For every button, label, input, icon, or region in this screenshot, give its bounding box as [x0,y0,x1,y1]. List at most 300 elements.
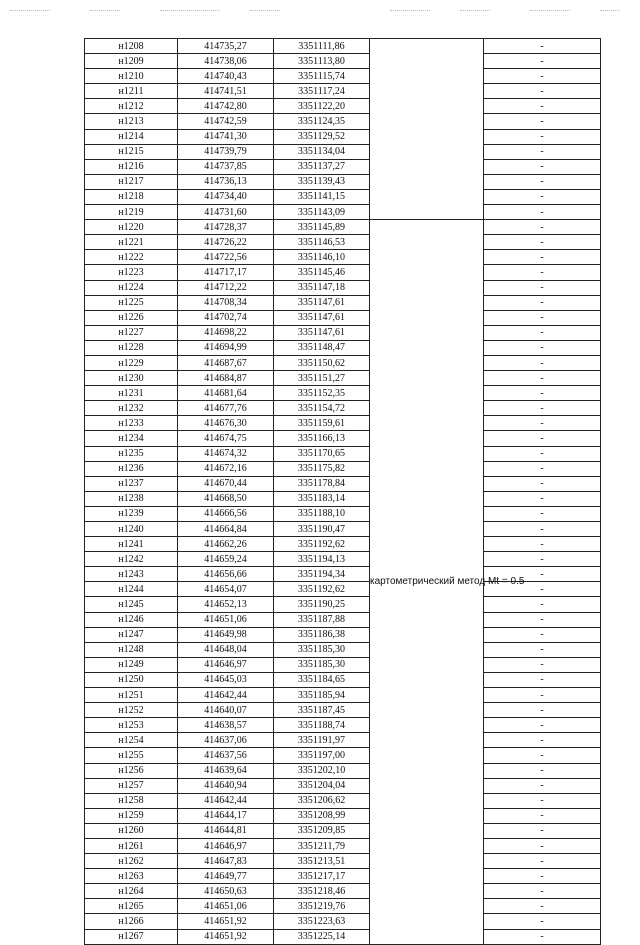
table-row [85,854,601,869]
x-coordinate-cell: 414642,44 [178,793,274,808]
y-coordinate-cell: 3351192,62 [274,537,370,552]
point-name-cell: н1224 [85,280,178,295]
table-row [85,642,601,657]
point-name-cell: н1226 [85,310,178,325]
y-coordinate-cell: 3351139,43 [274,174,370,189]
x-coordinate-cell: 414650,63 [178,884,274,899]
error-cell: - [484,189,601,204]
x-coordinate-cell: 414741,30 [178,129,274,144]
point-name-cell: н1227 [85,325,178,340]
x-coordinate-cell: 414654,07 [178,582,274,597]
error-cell: - [484,748,601,763]
table-row [85,838,601,853]
x-coordinate-cell: 414651,92 [178,929,274,944]
x-coordinate-cell: 414651,06 [178,899,274,914]
table-row [85,401,601,416]
header-scan-marks [0,10,640,14]
error-cell: - [484,416,601,431]
point-name-cell: н1262 [85,854,178,869]
error-cell: - [484,54,601,69]
table-row [85,672,601,687]
table-row [85,280,601,295]
point-name-cell: н1212 [85,99,178,114]
x-coordinate-cell: 414647,83 [178,854,274,869]
table-row [85,476,601,491]
error-cell: - [484,461,601,476]
point-name-cell: н1252 [85,703,178,718]
point-name-cell: н1255 [85,748,178,763]
point-name-cell: н1267 [85,929,178,944]
table-row [85,250,601,265]
error-cell: - [484,823,601,838]
error-cell: - [484,718,601,733]
x-coordinate-cell: 414674,75 [178,431,274,446]
error-cell: - [484,657,601,672]
x-coordinate-cell: 414652,13 [178,597,274,612]
y-coordinate-cell: 3351190,47 [274,522,370,537]
point-name-cell: н1236 [85,461,178,476]
point-name-cell: н1239 [85,506,178,521]
y-coordinate-cell: 3351146,10 [274,250,370,265]
x-coordinate-cell: 414637,56 [178,748,274,763]
x-coordinate-cell: 414694,99 [178,340,274,355]
point-name-cell: н1217 [85,174,178,189]
error-cell: - [484,220,601,235]
point-name-cell: н1209 [85,54,178,69]
x-coordinate-cell: 414648,04 [178,642,274,657]
error-cell: - [484,763,601,778]
error-cell: - [484,114,601,129]
point-name-cell: н1225 [85,295,178,310]
error-cell: - [484,295,601,310]
error-cell: - [484,491,601,506]
y-coordinate-cell: 3351152,35 [274,386,370,401]
y-coordinate-cell: 3351145,46 [274,265,370,280]
table-row [85,793,601,808]
table-row [85,461,601,476]
table-row [85,869,601,884]
error-cell: - [484,446,601,461]
error-cell: - [484,265,601,280]
error-cell: - [484,144,601,159]
x-coordinate-cell: 414644,17 [178,808,274,823]
table-row [85,325,601,340]
y-coordinate-cell: 3351141,15 [274,189,370,204]
error-cell: - [484,597,601,612]
y-coordinate-cell: 3351113,80 [274,54,370,69]
point-name-cell: н1257 [85,778,178,793]
x-coordinate-cell: 414646,97 [178,657,274,672]
y-coordinate-cell: 3351206,62 [274,793,370,808]
y-coordinate-cell: 3351184,65 [274,672,370,687]
point-name-cell: н1243 [85,567,178,582]
error-cell: - [484,582,601,597]
error-cell: - [484,129,601,144]
error-cell: - [484,355,601,370]
table-row [85,627,601,642]
y-coordinate-cell: 3351219,76 [274,899,370,914]
y-coordinate-cell: 3351154,72 [274,401,370,416]
x-coordinate-cell: 414734,40 [178,189,274,204]
x-coordinate-cell: 414740,43 [178,69,274,84]
x-coordinate-cell: 414735,27 [178,39,274,54]
x-coordinate-cell: 414651,92 [178,914,274,929]
y-coordinate-cell: 3351187,88 [274,612,370,627]
point-name-cell: н1264 [85,884,178,899]
error-cell: - [484,84,601,99]
y-coordinate-cell: 3351183,14 [274,491,370,506]
table-row [85,929,601,944]
table-row [85,778,601,793]
y-coordinate-cell: 3351175,82 [274,461,370,476]
table-row [85,491,601,506]
point-name-cell: н1211 [85,84,178,99]
method-cell: картометрический метод Mt = 0.5 [370,220,484,945]
error-cell: - [484,325,601,340]
table-row [85,129,601,144]
point-name-cell: н1233 [85,416,178,431]
table-row [85,763,601,778]
coordinates-table [84,38,601,945]
point-name-cell: н1223 [85,265,178,280]
point-name-cell: н1263 [85,869,178,884]
point-name-cell: н1241 [85,537,178,552]
error-cell: - [484,522,601,537]
table-row [85,99,601,114]
x-coordinate-cell: 414702,74 [178,310,274,325]
point-name-cell: н1214 [85,129,178,144]
point-name-cell: н1246 [85,612,178,627]
point-name-cell: н1229 [85,355,178,370]
y-coordinate-cell: 3351209,85 [274,823,370,838]
point-name-cell: н1259 [85,808,178,823]
error-cell: - [484,174,601,189]
error-cell: - [484,476,601,491]
table-row [85,174,601,189]
table-row [85,54,601,69]
point-name-cell: н1215 [85,144,178,159]
point-name-cell: н1235 [85,446,178,461]
y-coordinate-cell: 3351129,52 [274,129,370,144]
y-coordinate-cell: 3351122,20 [274,99,370,114]
error-cell: - [484,310,601,325]
error-cell: - [484,899,601,914]
point-name-cell: н1231 [85,386,178,401]
y-coordinate-cell: 3351143,09 [274,205,370,220]
table-row [85,114,601,129]
error-cell: - [484,537,601,552]
y-coordinate-cell: 3351147,61 [274,325,370,340]
point-name-cell: н1210 [85,69,178,84]
point-name-cell: н1208 [85,39,178,54]
y-coordinate-cell: 3351213,51 [274,854,370,869]
point-name-cell: н1253 [85,718,178,733]
error-cell: - [484,929,601,944]
y-coordinate-cell: 3351188,74 [274,718,370,733]
x-coordinate-cell: 414681,64 [178,386,274,401]
table-row [85,340,601,355]
table-row [85,446,601,461]
table-row [85,205,601,220]
error-cell: - [484,703,601,718]
error-cell: - [484,793,601,808]
point-name-cell: н1242 [85,552,178,567]
y-coordinate-cell: 3351190,25 [274,597,370,612]
x-coordinate-cell: 414664,84 [178,522,274,537]
table-row [85,416,601,431]
x-coordinate-cell: 414736,13 [178,174,274,189]
table-row [85,39,601,54]
y-coordinate-cell: 3351178,84 [274,476,370,491]
error-cell: - [484,431,601,446]
point-name-cell: н1234 [85,431,178,446]
y-coordinate-cell: 3351147,61 [274,310,370,325]
method-cell [370,39,484,220]
y-coordinate-cell: 3351202,10 [274,763,370,778]
point-name-cell: н1248 [85,642,178,657]
table-row [85,386,601,401]
table-row [85,84,601,99]
y-coordinate-cell: 3351185,30 [274,657,370,672]
y-coordinate-cell: 3351187,45 [274,703,370,718]
x-coordinate-cell: 414726,22 [178,235,274,250]
table-row [85,159,601,174]
error-cell: - [484,838,601,853]
point-name-cell: н1240 [85,522,178,537]
error-cell: - [484,778,601,793]
table-row [85,431,601,446]
x-coordinate-cell: 414651,06 [178,612,274,627]
error-cell: - [484,672,601,687]
point-name-cell: н1245 [85,597,178,612]
error-cell: - [484,552,601,567]
x-coordinate-cell: 414742,59 [178,114,274,129]
y-coordinate-cell: 3351115,74 [274,69,370,84]
x-coordinate-cell: 414722,56 [178,250,274,265]
x-coordinate-cell: 414646,97 [178,838,274,853]
x-coordinate-cell: 414742,80 [178,99,274,114]
x-coordinate-cell: 414684,87 [178,371,274,386]
y-coordinate-cell: 3351211,79 [274,838,370,853]
y-coordinate-cell: 3351197,00 [274,748,370,763]
error-cell: - [484,688,601,703]
x-coordinate-cell: 414644,81 [178,823,274,838]
point-name-cell: н1238 [85,491,178,506]
point-name-cell: н1256 [85,763,178,778]
table-row [85,597,601,612]
x-coordinate-cell: 414666,56 [178,506,274,521]
y-coordinate-cell: 3351146,53 [274,235,370,250]
error-cell: - [484,869,601,884]
table-row [85,914,601,929]
y-coordinate-cell: 3351223,63 [274,914,370,929]
point-name-cell: н1222 [85,250,178,265]
table-row [85,371,601,386]
point-name-cell: н1250 [85,672,178,687]
y-coordinate-cell: 3351124,35 [274,114,370,129]
error-cell: - [484,159,601,174]
x-coordinate-cell: 414645,03 [178,672,274,687]
point-name-cell: н1219 [85,205,178,220]
error-cell: - [484,235,601,250]
point-name-cell: н1218 [85,189,178,204]
y-coordinate-cell: 3351159,61 [274,416,370,431]
table-row [85,355,601,370]
y-coordinate-cell: 3351185,30 [274,642,370,657]
y-coordinate-cell: 3351147,61 [274,295,370,310]
point-name-cell: н1249 [85,657,178,672]
table-row [85,522,601,537]
error-cell: - [484,386,601,401]
y-coordinate-cell: 3351186,38 [274,627,370,642]
x-coordinate-cell: 414728,37 [178,220,274,235]
x-coordinate-cell: 414662,26 [178,537,274,552]
error-cell: - [484,884,601,899]
table-row [85,884,601,899]
y-coordinate-cell: 3351225,14 [274,929,370,944]
table-row [85,537,601,552]
x-coordinate-cell: 414642,44 [178,688,274,703]
point-name-cell: н1258 [85,793,178,808]
x-coordinate-cell: 414638,57 [178,718,274,733]
table-row [85,220,601,235]
point-name-cell: н1244 [85,582,178,597]
y-coordinate-cell: 3351151,27 [274,371,370,386]
error-cell: - [484,642,601,657]
y-coordinate-cell: 3351217,17 [274,869,370,884]
y-coordinate-cell: 3351194,34 [274,567,370,582]
x-coordinate-cell: 414677,76 [178,401,274,416]
x-coordinate-cell: 414674,32 [178,446,274,461]
x-coordinate-cell: 414737,85 [178,159,274,174]
y-coordinate-cell: 3351191,97 [274,733,370,748]
x-coordinate-cell: 414640,94 [178,778,274,793]
error-cell: - [484,612,601,627]
point-name-cell: н1213 [85,114,178,129]
table-row [85,733,601,748]
table-row [85,823,601,838]
error-cell: - [484,69,601,84]
table-row [85,552,601,567]
x-coordinate-cell: 414670,44 [178,476,274,491]
y-coordinate-cell: 3351208,99 [274,808,370,823]
x-coordinate-cell: 414717,17 [178,265,274,280]
point-name-cell: н1221 [85,235,178,250]
x-coordinate-cell: 414649,98 [178,627,274,642]
table-row [85,808,601,823]
y-coordinate-cell: 3351204,04 [274,778,370,793]
point-name-cell: н1266 [85,914,178,929]
point-name-cell: н1251 [85,688,178,703]
x-coordinate-cell: 414649,77 [178,869,274,884]
error-cell: - [484,39,601,54]
error-cell: - [484,205,601,220]
y-coordinate-cell: 3351185,94 [274,688,370,703]
x-coordinate-cell: 414656,66 [178,567,274,582]
x-coordinate-cell: 414698,22 [178,325,274,340]
error-cell: - [484,567,601,582]
x-coordinate-cell: 414708,34 [178,295,274,310]
x-coordinate-cell: 414739,79 [178,144,274,159]
x-coordinate-cell: 414659,24 [178,552,274,567]
error-cell: - [484,250,601,265]
x-coordinate-cell: 414687,67 [178,355,274,370]
x-coordinate-cell: 414738,06 [178,54,274,69]
table-row [85,235,601,250]
point-name-cell: н1230 [85,371,178,386]
table-row [85,899,601,914]
error-cell: - [484,808,601,823]
error-cell: - [484,854,601,869]
y-coordinate-cell: 3351192,62 [274,582,370,597]
x-coordinate-cell: 414640,07 [178,703,274,718]
y-coordinate-cell: 3351148,47 [274,340,370,355]
y-coordinate-cell: 3351134,04 [274,144,370,159]
table-row [85,688,601,703]
table-row [85,69,601,84]
table-row [85,144,601,159]
table-row [85,310,601,325]
point-name-cell: н1265 [85,899,178,914]
table-row [85,506,601,521]
y-coordinate-cell: 3351137,27 [274,159,370,174]
error-cell: - [484,733,601,748]
point-name-cell: н1220 [85,220,178,235]
point-name-cell: н1260 [85,823,178,838]
table-row [85,748,601,763]
point-name-cell: н1216 [85,159,178,174]
table-row [85,718,601,733]
coordinates-table-body [85,39,601,945]
error-cell: - [484,99,601,114]
table-row [85,265,601,280]
table-row [85,189,601,204]
y-coordinate-cell: 3351218,46 [274,884,370,899]
error-cell: - [484,401,601,416]
error-cell: - [484,914,601,929]
x-coordinate-cell: 414672,16 [178,461,274,476]
point-name-cell: н1237 [85,476,178,491]
point-name-cell: н1232 [85,401,178,416]
y-coordinate-cell: 3351150,62 [274,355,370,370]
table-row [85,295,601,310]
point-name-cell: н1228 [85,340,178,355]
x-coordinate-cell: 414712,22 [178,280,274,295]
y-coordinate-cell: 3351194,13 [274,552,370,567]
table-row [85,703,601,718]
error-cell: - [484,506,601,521]
x-coordinate-cell: 414668,50 [178,491,274,506]
point-name-cell: н1261 [85,838,178,853]
x-coordinate-cell: 414676,30 [178,416,274,431]
y-coordinate-cell: 3351117,24 [274,84,370,99]
y-coordinate-cell: 3351111,86 [274,39,370,54]
error-cell: - [484,627,601,642]
y-coordinate-cell: 3351147,18 [274,280,370,295]
error-cell: - [484,340,601,355]
table-row [85,612,601,627]
point-name-cell: н1254 [85,733,178,748]
x-coordinate-cell: 414741,51 [178,84,274,99]
x-coordinate-cell: 414637,06 [178,733,274,748]
x-coordinate-cell: 414731,60 [178,205,274,220]
error-cell: - [484,280,601,295]
error-cell: - [484,371,601,386]
y-coordinate-cell: 3351170,65 [274,446,370,461]
y-coordinate-cell: 3351145,89 [274,220,370,235]
x-coordinate-cell: 414639,64 [178,763,274,778]
y-coordinate-cell: 3351166,13 [274,431,370,446]
